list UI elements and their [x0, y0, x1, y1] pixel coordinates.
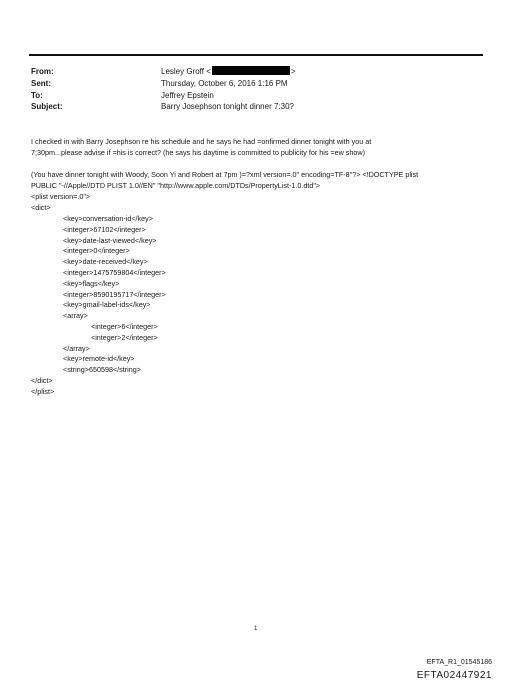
body-line-2: 7;30pm...please advise if =his is correct? (he says his daytime is committed to publicity for his =ew show): [31, 148, 365, 157]
body-line-1: I checked in with Barry Josephson re his schedule and he says he had =onfirmed dinner tonight with you at: [31, 137, 372, 146]
body-line-5: <plist version=.0">: [31, 192, 91, 201]
to-label: To:: [31, 91, 43, 100]
body-line-4: PUBLIC "-//Apple//DTD PLIST 1.0//EN" "http://www.apple.com/DTDs/PropertyList-1.0.dtd">: [31, 181, 321, 190]
from-name: Lesley Groff <: [161, 67, 211, 76]
to-value: Jeffrey Epstein: [161, 91, 214, 100]
from-label: From:: [31, 67, 54, 76]
plist-line: <integer>2</integer>: [91, 332, 158, 342]
bates-number-large: EFTA02447921: [416, 670, 492, 681]
plist-line: </array>: [63, 343, 90, 353]
from-close: >: [290, 67, 296, 76]
bates-number-small: EFTA_R1_01545186: [426, 659, 492, 666]
header-divider: [29, 54, 483, 56]
body-line-6: <dict>: [31, 203, 51, 212]
plist-line: <integer>8590195717</integer>: [63, 289, 166, 299]
plist-line: <key>conversation-id</key>: [63, 214, 153, 223]
plist-line: <key>date-last-viewed</key>: [63, 235, 157, 245]
sent-label: Sent:: [31, 79, 51, 88]
from-value: [161, 66, 296, 77]
plist-line: <string>650598</string>: [63, 365, 141, 375]
subject-label: Subject:: [31, 102, 63, 111]
plist-line: <key>remote-id</key>: [63, 354, 135, 364]
plist-line: <integer>6</integer>: [91, 322, 158, 331]
body-line-3: (You have dinner tonight with Woody, Soon Yi and Robert at 7pm )=?xml version=.0" encoding=TF-8"?> <!DOCTYPE plist: [31, 170, 419, 179]
plist-line: <key>date-received</key>: [63, 257, 148, 267]
plist-line: </dict>: [31, 376, 53, 385]
plist-line: <integer>0</integer>: [63, 246, 130, 256]
plist-line: <array>: [63, 311, 88, 321]
subject-value: Barry Josephson tonight dinner 7:30?: [161, 102, 294, 111]
plist-line: <integer>67102</integer>: [63, 224, 146, 234]
page-number: 1: [254, 626, 258, 632]
sent-value: Thursday, October 6, 2016 1:16 PM: [161, 79, 288, 88]
plist-line: <key>flags</key>: [63, 278, 120, 288]
plist-line: <key>gmail-label-ids</key>: [63, 300, 151, 310]
redaction-block: [212, 66, 290, 75]
plist-line: </plist>: [31, 386, 55, 396]
plist-line: <integer>1475759804</integer>: [63, 268, 166, 277]
